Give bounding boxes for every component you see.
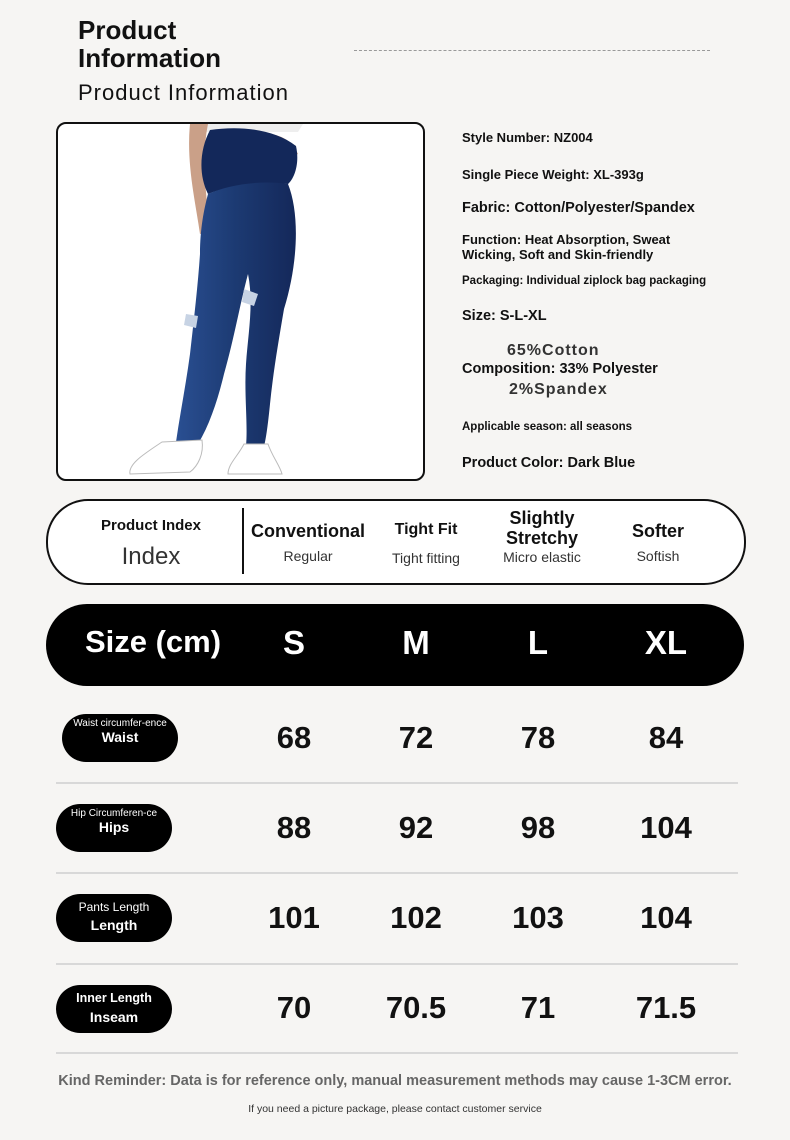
cell-value: 92 <box>398 810 434 845</box>
cell-value: 102 <box>390 900 442 935</box>
product-index-panel <box>46 499 746 585</box>
row-label-big: Length <box>90 917 138 933</box>
row-label-length <box>56 894 172 942</box>
cell-value: 78 <box>520 720 556 755</box>
spec-packaging: Packaging: Individual ziplock bag packaging <box>462 275 707 287</box>
spec-composition: Composition: 33% Polyester <box>462 361 658 377</box>
cell-value: 98 <box>520 810 556 845</box>
index-item-sub: Micro elastic <box>503 549 581 565</box>
row-label-small: Inner Length <box>76 991 152 1005</box>
index-sublabel: Index <box>121 543 181 570</box>
size-header-l: L <box>527 624 549 661</box>
index-item-sub: Regular <box>283 548 333 564</box>
spec-weight: Single Piece Weight: XL-393g <box>462 167 644 182</box>
index-item-title: Tight Fit <box>394 521 458 538</box>
row-label-waist <box>62 714 178 762</box>
row-label-inseam <box>56 985 172 1033</box>
row-label-small: Waist circumfer-ence <box>73 718 167 729</box>
spec-composition-spandex: 2%Spandex <box>509 381 608 398</box>
index-label: Product Index <box>100 517 201 534</box>
row-label-small: Hip Circumferen-ce <box>70 808 158 819</box>
row-label-hips <box>56 804 172 852</box>
cell-value: 103 <box>512 900 564 935</box>
cell-value: 84 <box>648 720 684 755</box>
index-divider <box>242 508 244 574</box>
spec-color: Product Color: Dark Blue <box>462 455 636 471</box>
index-item-title: Softer <box>631 521 684 541</box>
spec-function: Function: Heat Absorption, Sweat Wicking, Soft and Skin-friendly <box>462 232 671 262</box>
index-item-sub: Softish <box>636 548 680 564</box>
row-divider <box>56 963 738 965</box>
row-label-small: Pants Length <box>78 900 150 914</box>
spec-size: Size: S-L-XL <box>462 308 547 324</box>
cell-value: 104 <box>640 900 692 935</box>
row-divider <box>56 1052 738 1054</box>
row-divider <box>56 782 738 784</box>
cell-value: 72 <box>398 720 434 755</box>
cell-value: 68 <box>276 720 312 755</box>
cell-value: 71 <box>520 990 556 1025</box>
product-photo <box>56 122 425 481</box>
header-divider <box>354 50 710 51</box>
index-item-title: Slightly Stretchy <box>505 508 579 548</box>
page-subtitle: Product Information <box>78 80 289 105</box>
row-label-big: Hips <box>98 819 130 835</box>
spec-season: Applicable season: all seasons <box>462 421 633 433</box>
cell-value: 70.5 <box>385 990 447 1025</box>
spec-composition-cotton: 65%Cotton <box>507 342 600 359</box>
cell-value: 70 <box>276 990 312 1025</box>
index-item-sub: Tight fitting <box>392 550 460 566</box>
cell-value: 104 <box>640 810 692 845</box>
reminder-text: Kind Reminder: Data is for reference only, manual measurement methods may cause 1-3CM error. <box>58 1073 732 1089</box>
row-divider <box>56 872 738 874</box>
row-label-big: Inseam <box>89 1009 139 1025</box>
jeans-illustration <box>58 124 423 479</box>
cell-value: 88 <box>276 810 312 845</box>
spec-fabric: Fabric: Cotton/Polyester/Spandex <box>462 200 695 216</box>
size-header-s: S <box>282 624 305 661</box>
size-header-label: Size (cm) <box>84 624 222 659</box>
index-item-title: Conventional <box>250 521 365 541</box>
size-header-m: M <box>402 624 430 661</box>
row-label-big: Waist <box>101 729 139 745</box>
cell-value: 71.5 <box>635 990 697 1025</box>
page-title: Product Information <box>78 15 221 73</box>
spec-style-number: Style Number: NZ004 <box>462 130 593 145</box>
contact-text: If you need a picture package, please contact customer service <box>248 1103 542 1115</box>
cell-value: 101 <box>268 900 320 935</box>
size-header-xl: XL <box>644 624 688 661</box>
